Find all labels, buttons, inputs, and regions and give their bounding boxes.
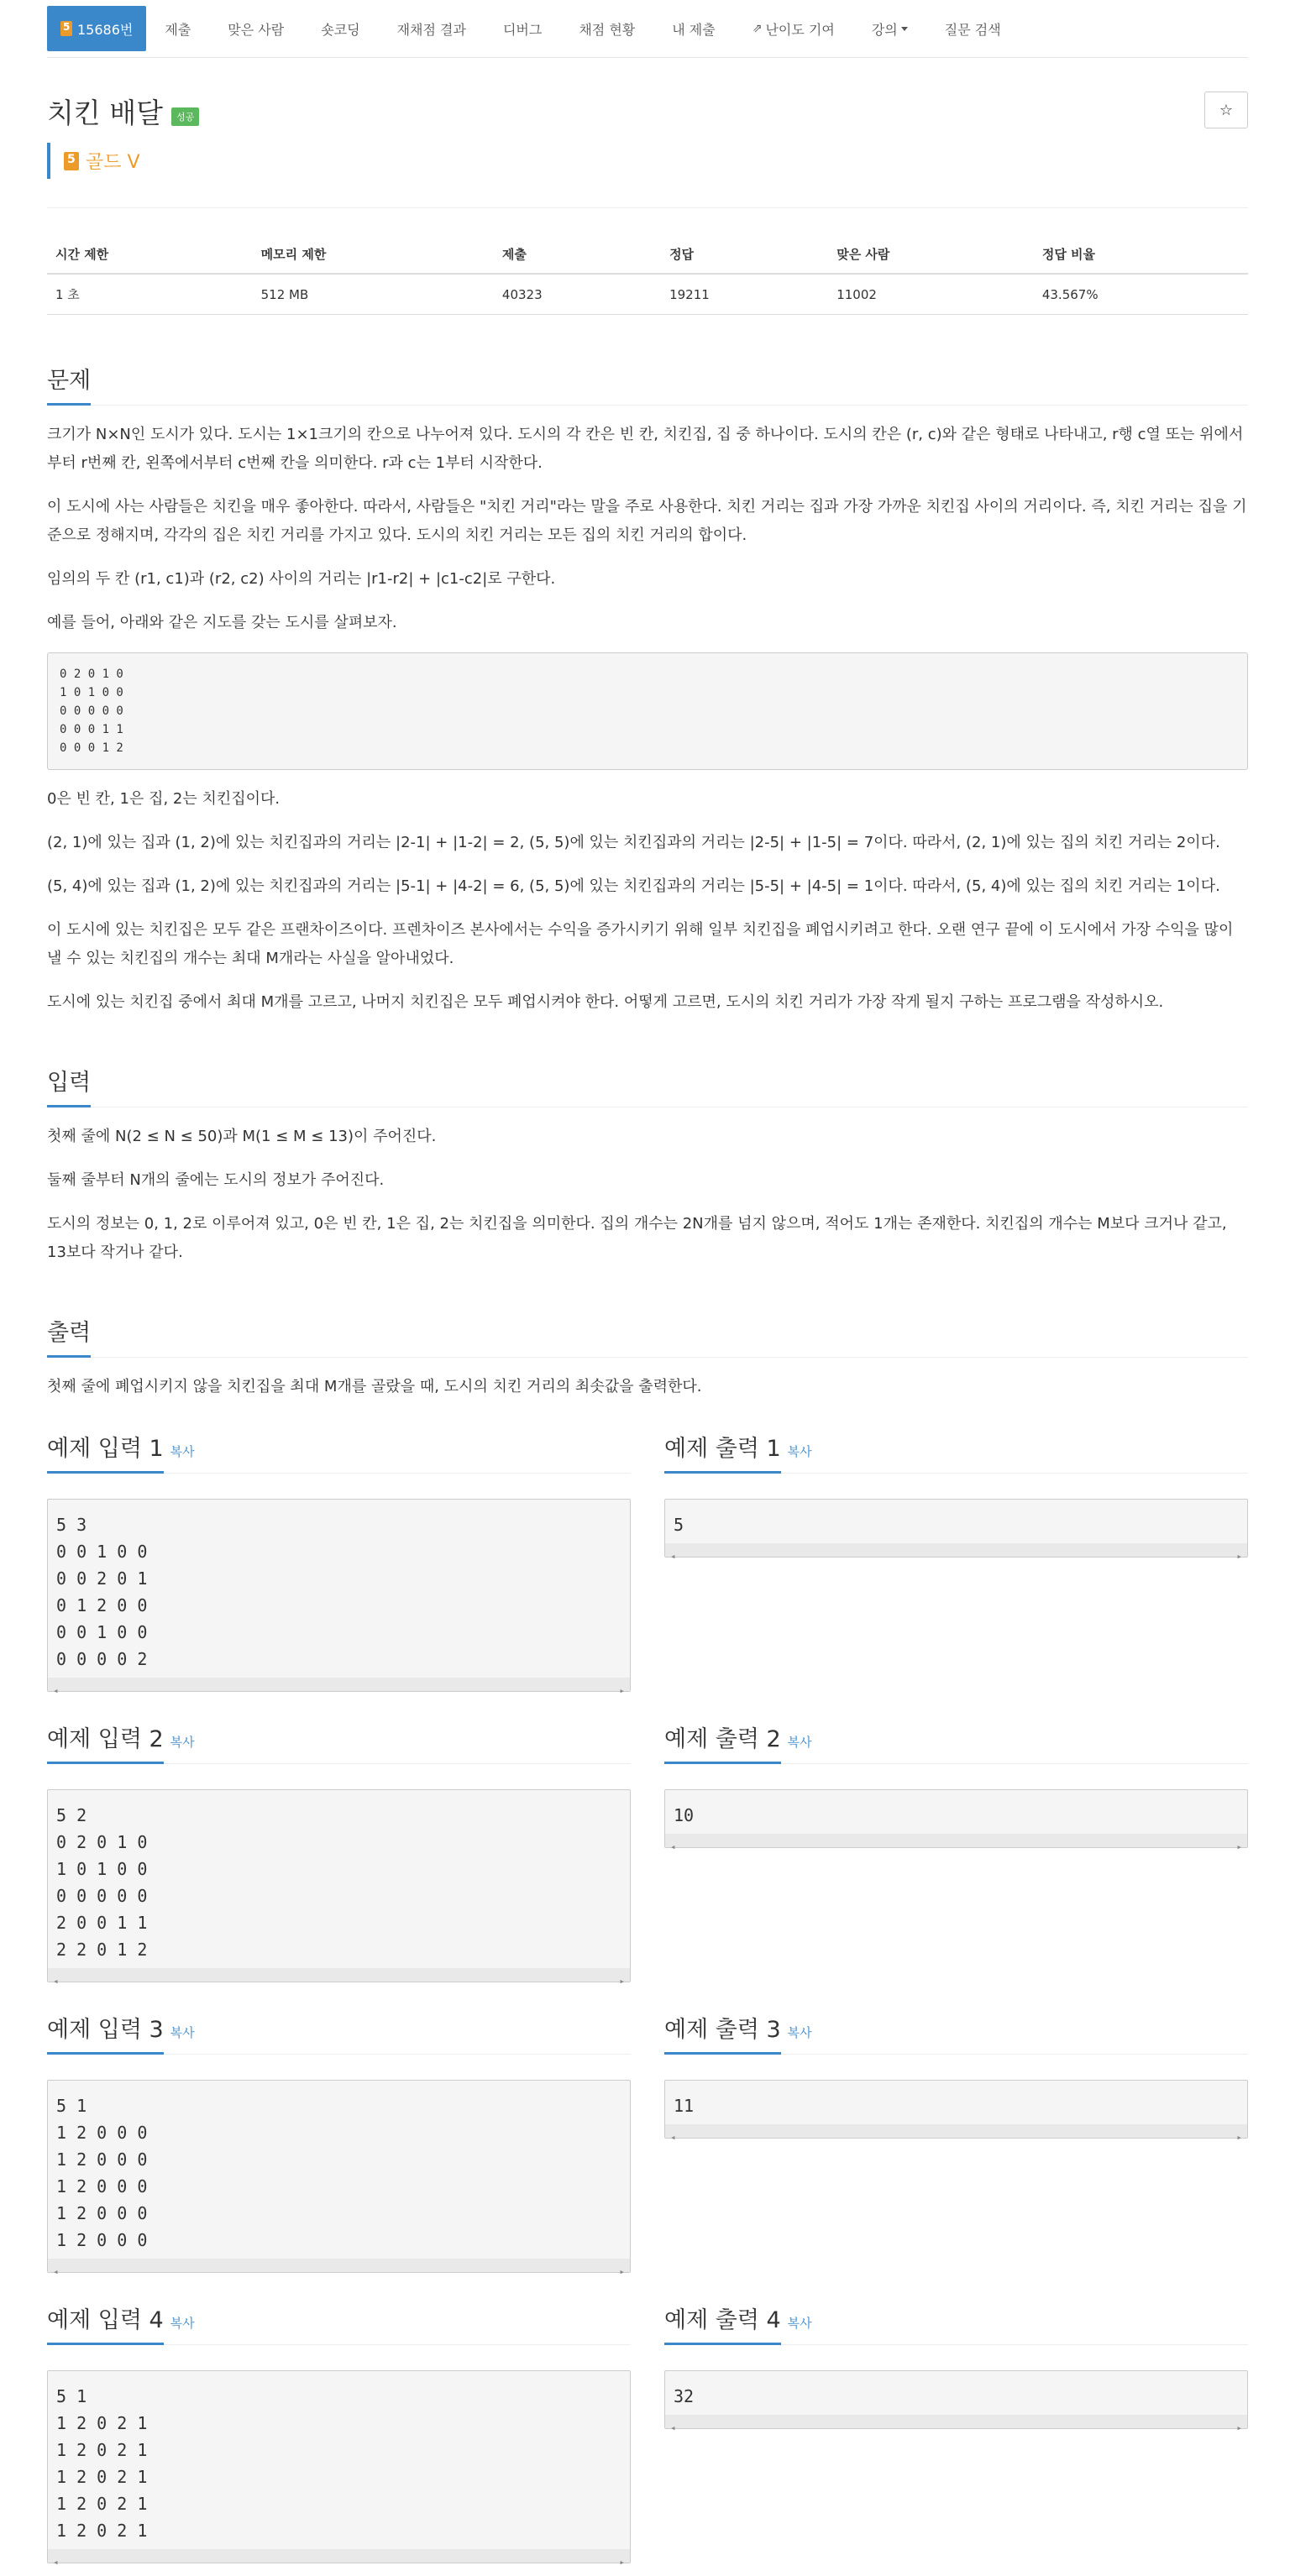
problem-paragraph: 예를 들어, 아래와 같은 지도를 갖는 도시를 살펴보자.: [47, 614, 397, 631]
section-problem-heading: [47, 362, 1248, 406]
divider: [47, 207, 1248, 208]
section-input-heading: [47, 1064, 1248, 1107]
problem-paragraph: (5, 4)에 있는 집과 (1, 2)에 있는 치킨집과의 거리는 |5-1| + |4-2| = 6, (5, 5)에 있는 치킨집과의 거리는 |5-5| + |4-5| = 1이다. 따라서, (5, 4)에 있는 집의 치킨 거리는 1이다.: [47, 877, 1220, 895]
sample-code[interactable]: [47, 2370, 631, 2563]
problem-info-table: [47, 235, 1248, 315]
input-paragraph: 둘째 줄부터 N개의 줄에는 도시의 정보가 주어진다.: [47, 1171, 385, 1189]
header-accepted: 정답: [661, 235, 828, 274]
sample-title: 예제 입력 2: [47, 1720, 164, 1753]
sample-code[interactable]: [664, 2080, 1248, 2139]
nav-label: 15686번: [77, 21, 134, 38]
gold-tier-icon: [60, 21, 72, 36]
sample-text: 10: [674, 1805, 695, 1825]
accepted-users: 11002: [828, 274, 1034, 315]
sample-title: 예제 입력 1: [47, 1430, 164, 1463]
sample-text: 32: [674, 2386, 695, 2406]
heading-label: 출력: [47, 1314, 91, 1347]
sample-text: 5 1 1 2 0 0 0 1 2 0 0 0 1 2 0 0 0 1 2 0 0 0 1 2 0 0 0: [56, 2096, 148, 2250]
horizontal-scrollbar[interactable]: [665, 2124, 1247, 2138]
problem-paragraph: 크기가 N×N인 도시가 있다. 도시는 1×1크기의 칸으로 나누어져 있다. 도시의 각 칸은 빈 칸, 치킨집, 집 중 하나이다. 도시의 칸은 (r, c)와 같은 형태로 나타내고, r행 c열 또는 위에서부터 r번째 칸, 왼쪽에서부터 c번째 칸을 의미한다. r과 c는 1부터 시작한다.: [47, 426, 1244, 472]
sample-code[interactable]: [47, 2080, 631, 2273]
nav-debug[interactable]: 디버그: [502, 21, 543, 38]
sample-text: 5 1 1 2 0 2 1 1 2 0 2 1 1 2 0 2 1 1 2 0 2 1 1 2 0 2 1: [56, 2386, 148, 2541]
sample-input-4: [47, 2301, 631, 2563]
sample-heading: [47, 2011, 631, 2055]
submissions: 40323: [494, 274, 661, 315]
external-link-icon: ⇗: [752, 22, 763, 35]
sample-heading: [47, 2301, 631, 2345]
nav-short-coding[interactable]: 숏코딩: [321, 21, 360, 38]
header-accept-ratio: 정답 비율: [1034, 235, 1248, 274]
sample-title: 예제 출력 3: [664, 2011, 781, 2044]
sample-title: 예제 입력 3: [47, 2011, 164, 2044]
copy-button[interactable]: 복사: [787, 2316, 812, 2331]
header-submissions: 제출: [494, 235, 661, 274]
heading-label: 입력: [47, 1064, 91, 1097]
nav-difficulty-contribute[interactable]: [734, 6, 853, 51]
sample-text: 11: [674, 2096, 695, 2116]
sample-code[interactable]: [47, 1789, 631, 1982]
samples-grid: [47, 1401, 1248, 2563]
sample-heading: [664, 1430, 1248, 1474]
nav-my-submissions[interactable]: 내 제출: [672, 21, 716, 38]
nav-label: 난이도 기여: [765, 21, 835, 38]
sample-text: 5 2 0 2 0 1 0 1 0 1 0 0 0 0 0 0 0 2 0 0 1 1 2 2 0 1 2: [56, 1805, 148, 1960]
nav-problem-number[interactable]: [47, 6, 146, 51]
nav-label: 강의: [871, 21, 898, 38]
section-output-heading: [47, 1314, 1248, 1358]
copy-button[interactable]: 복사: [787, 2025, 812, 2040]
nav-accepted-users[interactable]: 맞은 사람: [228, 21, 285, 38]
horizontal-scrollbar[interactable]: [665, 1834, 1247, 1847]
problem-tier[interactable]: [47, 143, 1248, 179]
memory-limit: 512 MB: [253, 274, 494, 315]
title-row: [47, 92, 1248, 131]
nav-submit[interactable]: 제출: [165, 21, 191, 38]
problem-paragraph: 이 도시에 사는 사람들은 치킨을 매우 좋아한다. 따라서, 사람들은 "치킨 거리"라는 말을 주로 사용한다. 치킨 거리는 집과 가장 가까운 치킨집 사이의 거리이다. 즉, 치킨 거리는 집을 기준으로 정해지며, 각각의 집은 치킨 거리를 가지고 있다. 도시의 치킨 거리는 모든 집의 치킨 거리의 합이다.: [47, 498, 1247, 544]
sample-heading: [664, 2301, 1248, 2345]
sample-title: 예제 입력 4: [47, 2301, 164, 2334]
example-map: 0 2 0 1 0 1 0 1 0 0 0 0 0 0 0 0 0 0 1 1 0 0 0 1 2: [47, 652, 1248, 770]
sample-output-3: [664, 2011, 1248, 2273]
header-accepted-users: 맞은 사람: [828, 235, 1034, 274]
copy-button[interactable]: 복사: [787, 1735, 812, 1750]
horizontal-scrollbar[interactable]: [48, 2259, 630, 2272]
problem-paragraph: 0은 빈 칸, 1은 집, 2는 치킨집이다.: [47, 790, 281, 808]
nav-status[interactable]: 채점 현황: [579, 21, 636, 38]
sample-output-2: [664, 1720, 1248, 1982]
problem-title: 치킨 배달: [47, 97, 164, 129]
problem-paragraph: 임의의 두 칸 (r1, c1)과 (r2, c2) 사이의 거리는 |r1-r2| + |c1-c2|로 구한다.: [47, 570, 556, 588]
sample-text: 5 3 0 0 1 0 0 0 0 2 0 1 0 1 2 0 0 0 0 1 0 0 0 0 0 0 2: [56, 1515, 148, 1669]
input-paragraph: 첫째 줄에 N(2 ≤ N ≤ 50)과 M(1 ≤ M ≤ 13)이 주어진다.: [47, 1128, 437, 1145]
sample-input-1: [47, 1430, 631, 1692]
sample-title: 예제 출력 1: [664, 1430, 781, 1463]
favorite-star-button[interactable]: [1204, 92, 1248, 128]
nav-lectures[interactable]: [853, 6, 926, 51]
nav-question-search[interactable]: 질문 검색: [944, 21, 1001, 38]
sample-output-4: [664, 2301, 1248, 2563]
heading-label: 문제: [47, 362, 91, 395]
accept-ratio: 43.567%: [1034, 274, 1248, 315]
horizontal-scrollbar[interactable]: [48, 2549, 630, 2563]
copy-button[interactable]: 복사: [170, 2316, 195, 2331]
sample-code[interactable]: [47, 1499, 631, 1692]
nav-rejudge[interactable]: 재채점 결과: [396, 21, 466, 38]
sample-input-2: [47, 1720, 631, 1982]
star-icon: ☆: [1219, 101, 1234, 119]
problem-paragraph: 이 도시에 있는 치킨집은 모두 같은 프랜차이즈이다. 프렌차이즈 본사에서는 수익을 증가시키기 위해 일부 치킨집을 폐업시키려고 한다. 오랜 연구 끝에 이 도시에서 가장 수익을 많이 낼 수 있는 치킨집의 개수는 최대 M개라는 사실을 알아내었다.: [47, 921, 1234, 967]
problem-nav: [47, 0, 1248, 58]
sample-code[interactable]: [664, 1789, 1248, 1848]
header-memory-limit: 메모리 제한: [253, 235, 494, 274]
time-limit: 1 초: [47, 274, 253, 315]
sample-heading: [47, 1430, 631, 1474]
sample-input-3: [47, 2011, 631, 2273]
sample-code[interactable]: [664, 2370, 1248, 2429]
problem-paragraph: 도시에 있는 치킨집 중에서 최대 M개를 고르고, 나머지 치킨집은 모두 폐업시켜야 한다. 어떻게 고르면, 도시의 치킨 거리가 가장 작게 될지 구하는 프로그램을 작성하시오.: [47, 993, 1164, 1011]
input-paragraph: 도시의 정보는 0, 1, 2로 이루어져 있고, 0은 빈 칸, 1은 집, 2는 치킨집을 의미한다. 집의 개수는 2N개를 넘지 않으며, 적어도 1개는 존재한다. 치킨집의 개수는 M보다 크거나 같고, 13보다 작거나 같다.: [47, 1215, 1227, 1261]
sample-title: 예제 출력 4: [664, 2301, 781, 2334]
copy-button[interactable]: 복사: [170, 1735, 195, 1750]
caret-down-icon: [901, 27, 908, 31]
horizontal-scrollbar[interactable]: [48, 1968, 630, 1982]
sample-heading: [664, 2011, 1248, 2055]
horizontal-scrollbar[interactable]: [48, 1678, 630, 1691]
accepted: 19211: [661, 274, 828, 315]
sample-code[interactable]: [664, 1499, 1248, 1558]
header-time-limit: 시간 제한: [47, 235, 253, 274]
output-paragraph: 첫째 줄에 폐업시키지 않을 치킨집을 최대 M개를 골랐을 때, 도시의 치킨 거리의 최솟값을 출력한다.: [47, 1378, 702, 1395]
horizontal-scrollbar[interactable]: [665, 2415, 1247, 2428]
copy-button[interactable]: 복사: [170, 1444, 195, 1459]
problem-paragraph: (2, 1)에 있는 집과 (1, 2)에 있는 치킨집과의 거리는 |2-1| + |1-2| = 2, (5, 5)에 있는 치킨집과의 거리는 |2-5| + |1-5| = 7이다. 따라서, (2, 1)에 있는 집의 치킨 거리는 2이다.: [47, 834, 1220, 851]
sample-output-1: [664, 1430, 1248, 1692]
status-badge: 성공: [171, 107, 199, 126]
copy-button[interactable]: 복사: [170, 2025, 195, 2040]
sample-text: 5: [674, 1515, 684, 1535]
sample-title: 예제 출력 2: [664, 1720, 781, 1753]
sample-heading: [664, 1720, 1248, 1764]
gold-tier-icon: [64, 152, 79, 170]
horizontal-scrollbar[interactable]: [665, 1543, 1247, 1557]
tier-label: 골드 V: [86, 152, 140, 173]
sample-heading: [47, 1720, 631, 1764]
copy-button[interactable]: 복사: [787, 1444, 812, 1459]
